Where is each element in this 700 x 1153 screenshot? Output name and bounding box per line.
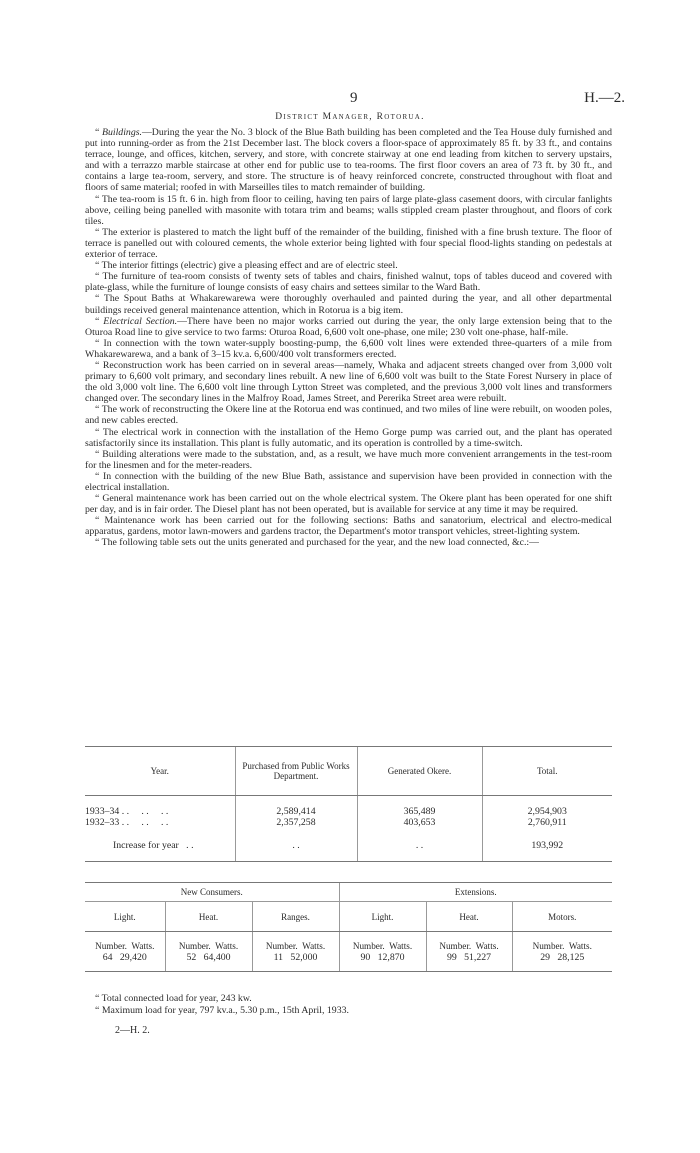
paragraph-text: In connection with the town water-supply boosting-pump, the 6,600 volt lines were extended three-quarters of a mile from Whakarewarewa, and a bank of 3–15 kv.a. 6,600/400 volt transformers erected. — [85, 337, 612, 360]
paragraph: “ In connection with the building of the new Blue Bath, assistance and supervision have been provided in connection with the electrical installation. — [85, 470, 612, 493]
consumer-value-cell — [512, 932, 612, 972]
consumers-table — [85, 882, 612, 972]
group-new-consumers: New Consumers. — [85, 883, 339, 902]
paragraph: “ Building alterations were made to the substation, and, as a result, we have much more convenient arrangements in the test-room for the linesmen and for the meter-readers. — [85, 448, 612, 471]
note-total-load: “ Total connected load for year, 243 kw. — [95, 993, 252, 1004]
paragraph-text: The following table sets out the units generated and purchased for the year, and the new load connected, &c.:— — [101, 537, 539, 549]
leader-dots: . . — [186, 840, 194, 851]
number-watts-caption: Number. Watts. — [439, 941, 499, 951]
paragraph-text: The furniture of tea-room consists of twenty sets of tables and chairs, finished walnut, tops of tables duceod and covered with plate-glass, while the furniture of lounge consists of easy chairs and settees similar to the Ward Bath. — [85, 271, 612, 294]
col-new-heat: Heat. — [165, 902, 252, 932]
paragraph-text: —There have been no major works carried out during the year, the only large extension being that to the Oturoa Road line to give service to two farms: Oturoa Road, 6,600 volt one-phase, one mile; 230 volt one-phase, half-mile. — [85, 315, 612, 338]
consumer-watts: 12,870 — [377, 952, 405, 963]
table-row — [85, 796, 612, 818]
consumer-number: 11 — [273, 952, 284, 963]
col-new-light: Light. — [85, 902, 165, 932]
leader-dots: . . . . . . — [121, 806, 169, 817]
row-total: 2,954,903 — [482, 796, 612, 818]
paragraph: “ The furniture of tea-room consists of twenty sets of tables and chairs, finished walnut, tops of tables duceod and covered with plate-glass, while the furniture of lounge consists of easy chairs and settees similar to the Ward Bath. — [85, 271, 612, 294]
footer-notes — [85, 993, 612, 1017]
consumer-value-cell — [165, 932, 252, 972]
consumer-number: 64 — [102, 952, 113, 963]
paragraph-lead: Buildings. — [101, 127, 142, 138]
paragraph: “ The following table sets out the units generated and purchased for the year, and the new load connected, &c.:— — [95, 537, 539, 549]
consumer-value-cell — [339, 932, 426, 972]
col-new-ranges: Ranges. — [252, 902, 339, 932]
paragraph: “ General maintenance work has been carried out on the whole electrical system. The Okere plant has been operated for one shift per day, and is in fair order. The Diesel plant has not been operated, but is available for service at any time it may be required. — [85, 493, 612, 516]
paragraph-text: Reconstruction work has been carried on in several areas—namely, Whaka and adjacent streets changed over from 3,000 volt primary to 6,600 volt primary, and secondary lines rebuilt. A new line of 6,600 volt was built to the State Forest Nursery in place of the old 3,000 volt line. The 6,600 volt line through Lytton Street was completed, and the previous 3,000 volt lines and transformers changed over. The secondary lines in the Malfroy Road, James Street, and Pererika Street area were rebuilt. — [85, 359, 612, 405]
report-body — [85, 127, 612, 549]
units-table — [85, 746, 612, 862]
consumer-watts: 28,125 — [557, 952, 585, 963]
consumer-number: 90 — [360, 952, 371, 963]
paragraph: “ Reconstruction work has been carried on in several areas—namely, Whaka and adjacent streets changed over from 3,000 volt primary to 6,600 volt primary, and secondary lines rebuilt. A new line of 6,600 volt was built to the State Forest Nursery in place of the old 3,000 volt line. The 6,600 volt line through Lytton Street was completed, and the previous 3,000 volt lines and transformers changed over. The secondary lines in the Malfroy Road, James Street, and Pererika Street area were rebuilt. — [85, 359, 612, 405]
increase-total: 193,992 — [482, 828, 612, 862]
col-ext-light: Light. — [339, 902, 426, 932]
paragraph-text: The work of reconstructing the Okere line at the Rotorua end was continued, and two miles of line were rebuilt, on wooden poles, and new cables erected. — [85, 404, 612, 427]
paragraph-lead: Electrical Section. — [103, 315, 178, 327]
col-ext-motors: Motors. — [512, 902, 612, 932]
paragraph-text: The electrical work in connection with the installation of the Hemo Gorge pump was carried out, and the plant has operated satisfactorily since its installation. This plant is fully automatic, and its operation is controlled by a time-switch. — [85, 426, 613, 449]
note-maximum-load: “ Maximum load for year, 797 kv.a., 5.30 p.m., 15th April, 1933. — [95, 1005, 349, 1016]
number-watts-caption: Number. Watts. — [352, 941, 413, 951]
row-generated: 365,489 — [357, 796, 482, 818]
document-reference: H.—2. — [584, 90, 625, 106]
consumer-number: 29 — [540, 952, 550, 963]
col-purchased: Purchased from Public Works Department. — [235, 747, 357, 796]
consumer-value-cell — [85, 932, 165, 972]
paragraph: “ The electrical work in connection with the installation of the Hemo Gorge pump was carried out, and the plant has operated satisfactorily since its installation. This plant is fully automatic, and its operation is controlled by a time-switch. — [85, 426, 613, 449]
increase-label: Increase for year — [113, 840, 179, 851]
paragraph: “ The Spout Baths at Whakarewarewa were thoroughly overhauled and painted during the year, and all other departmental buildings received general maintenance attention, which in Rotorua is a big item. — [85, 293, 613, 316]
row-purchased: 2,357,258 — [235, 817, 357, 828]
consumer-value-cell — [252, 932, 339, 972]
paragraph: “ The exterior is plastered to match the light buff of the remainder of the building, finished with a fine brush texture. The floor of terrace is panelled out with coloured cements, the whole exterior being lighted with four special flood-lights standing on pedestals at exterior of terrace. — [85, 226, 612, 261]
table-row — [85, 817, 612, 828]
paragraph: “ The tea-room is 15 ft. 6 in. high from floor to ceiling, having ten pairs of large plate-glass casement doors, with circular fanlights above, ceiling being panelled with masonite with totara trim and beams; walls stippled cream plaster throughout, and floors of cork tiles. — [85, 193, 613, 227]
paragraph-text: —During the year the No. 3 block of the Blue Bath building has been completed and the Tea House duly furnished and put into running-order as from the 21st December last. The block covers a floor-space of approximately 85 ft. by 33 ft., and contains terrace, lounge, and offices, kitchen, servery, and store, with concrete stairway at one end leading from kitchen to servery upstairs, and with a terrazzo marble staircase at other end for public use to tea-rooms. The first floor covers an area of 73 ft. by 30 ft., and contains a large tea-room, servery, and store. The structure is of heavy reinforced concrete, constructed throughout with float and floors of same material; roofed in with Marseilles tiles to match remainder of building. — [85, 127, 612, 194]
paragraph-text: Maintenance work has been carried out for the following sections: Baths and sanatorium, electrical and electro-medical apparatus, gardens, motor lawn-mowers and gardens tractor, the Department's motor transport vehicles, street-lighting system. — [85, 515, 612, 538]
consumer-watts: 64,400 — [203, 952, 231, 963]
paragraph-text: In connection with the building of the new Blue Bath, assistance and supervision have been provided in connection with the electrical installation. — [85, 470, 612, 493]
col-generated: Generated Okere. — [357, 747, 482, 796]
consumer-number: 52 — [186, 952, 197, 963]
consumers-column-header — [85, 902, 612, 932]
consumer-number: 99 — [446, 952, 457, 963]
paragraph: “ Electrical Section.—There have been no major works carried out during the year, the only large extension being that to the Oturoa Road line to give service to two farms: Oturoa Road, 6,600 volt one-phase, one mile; 230 volt one-phase, half-mile. — [85, 315, 612, 338]
consumer-watts: 52,000 — [290, 952, 318, 963]
leader-dots: . . . . . . — [121, 817, 169, 828]
paragraph: “ Maintenance work has been carried out for the following sections: Baths and sanatorium, electrical and electro-medical apparatus, gardens, motor lawn-mowers and gardens tractor, the Department's motor transport vehicles, street-lighting system. — [85, 515, 612, 538]
row-total: 2,760,911 — [482, 817, 612, 828]
col-total: Total. — [482, 747, 612, 796]
paragraph-text: The interior fittings (electric) give a pleasing effect and are of electric steel. — [101, 260, 398, 272]
consumer-value-cell — [426, 932, 512, 972]
units-table-header — [85, 747, 612, 796]
number-watts-caption: Number. Watts. — [95, 941, 155, 951]
number-watts-caption: Number. Watts. — [265, 941, 326, 951]
sheet-mark: 2—H. 2. — [115, 1025, 150, 1036]
paragraph: “ The interior fittings (electric) give a pleasing effect and are of electric steel. — [95, 260, 398, 272]
page-number: 9 — [350, 90, 358, 106]
paragraph-text: The exterior is plastered to match the light buff of the remainder of the building, finished with a fine brush texture. The floor of terrace is panelled out with coloured cements, the whole exterior being lighted with four special flood-lights standing on pedestals at exterior of terrace. — [85, 226, 612, 261]
group-extensions: Extensions. — [339, 883, 612, 902]
paragraph: “ In connection with the town water-supply boosting-pump, the 6,600 volt lines were extended three-quarters of a mile from Whakarewarewa, and a bank of 3–15 kv.a. 6,600/400 volt transformers erected. — [85, 337, 612, 360]
consumers-group-header — [85, 883, 612, 902]
number-watts-caption: Number. Watts. — [178, 941, 239, 951]
section-subtitle: District Manager, Rotorua. — [275, 112, 425, 122]
paragraph-text: The Spout Baths at Whakarewarewa were thoroughly overhauled and painted during the year, and all other departmental buildings received general maintenance attention, which in Rotorua is a big item. — [85, 293, 613, 316]
row-generated: 403,653 — [357, 817, 482, 828]
row-purchased: 2,589,414 — [235, 796, 357, 818]
row-year: 1933–34 — [85, 806, 120, 817]
col-year: Year. — [85, 747, 235, 796]
paragraph-text: General maintenance work has been carried out on the whole electrical system. The Okere plant has been operated for one shift per day, and is in fair order. The Diesel plant has not been operated, but is available for service at any time it may be required. — [85, 493, 612, 516]
paragraph: “ Buildings.—During the year the No. 3 block of the Blue Bath building has been completed and the Tea House duly furnished and put into running-order as from the 21st December last. The block covers a floor-space of approximately 85 ft. by 33 ft., and contains terrace, lounge, and offices, kitchen, servery, and store, with concrete stairway at one end leading from kitchen to servery upstairs, and with a terrazzo marble staircase at other end for public use to tea-rooms. The first floor covers an area of 73 ft. by 30 ft., and contains a large tea-room, servery, and store. The structure is of heavy reinforced concrete, constructed throughout with float and floors of same material; roofed in with Marseilles tiles to match remainder of building. — [85, 127, 612, 194]
paragraph-text: The tea-room is 15 ft. 6 in. high from floor to ceiling, having ten pairs of large plate-glass casement doors, with circular fanlights above, ceiling being panelled with masonite with totara trim and beams; walls stippled cream plaster throughout, and floors of cork tiles. — [85, 193, 613, 227]
consumers-values-row — [85, 932, 612, 972]
row-year: 1932–33 — [85, 817, 120, 828]
paragraph-text: Building alterations were made to the substation, and, as a result, we have much more convenient arrangements in the test-room for the linesmen and for the meter-readers. — [85, 448, 612, 471]
number-watts-caption: Number. Watts. — [532, 941, 592, 951]
increase-purchased: . . — [235, 828, 357, 862]
increase-row — [85, 828, 612, 862]
paragraph: “ The work of reconstructing the Okere line at the Rotorua end was continued, and two miles of line were rebuilt, on wooden poles, and new cables erected. — [85, 404, 612, 427]
consumer-watts: 51,227 — [464, 952, 492, 963]
col-ext-heat: Heat. — [426, 902, 512, 932]
consumer-watts: 29,420 — [119, 952, 147, 963]
increase-generated: . . — [357, 828, 482, 862]
